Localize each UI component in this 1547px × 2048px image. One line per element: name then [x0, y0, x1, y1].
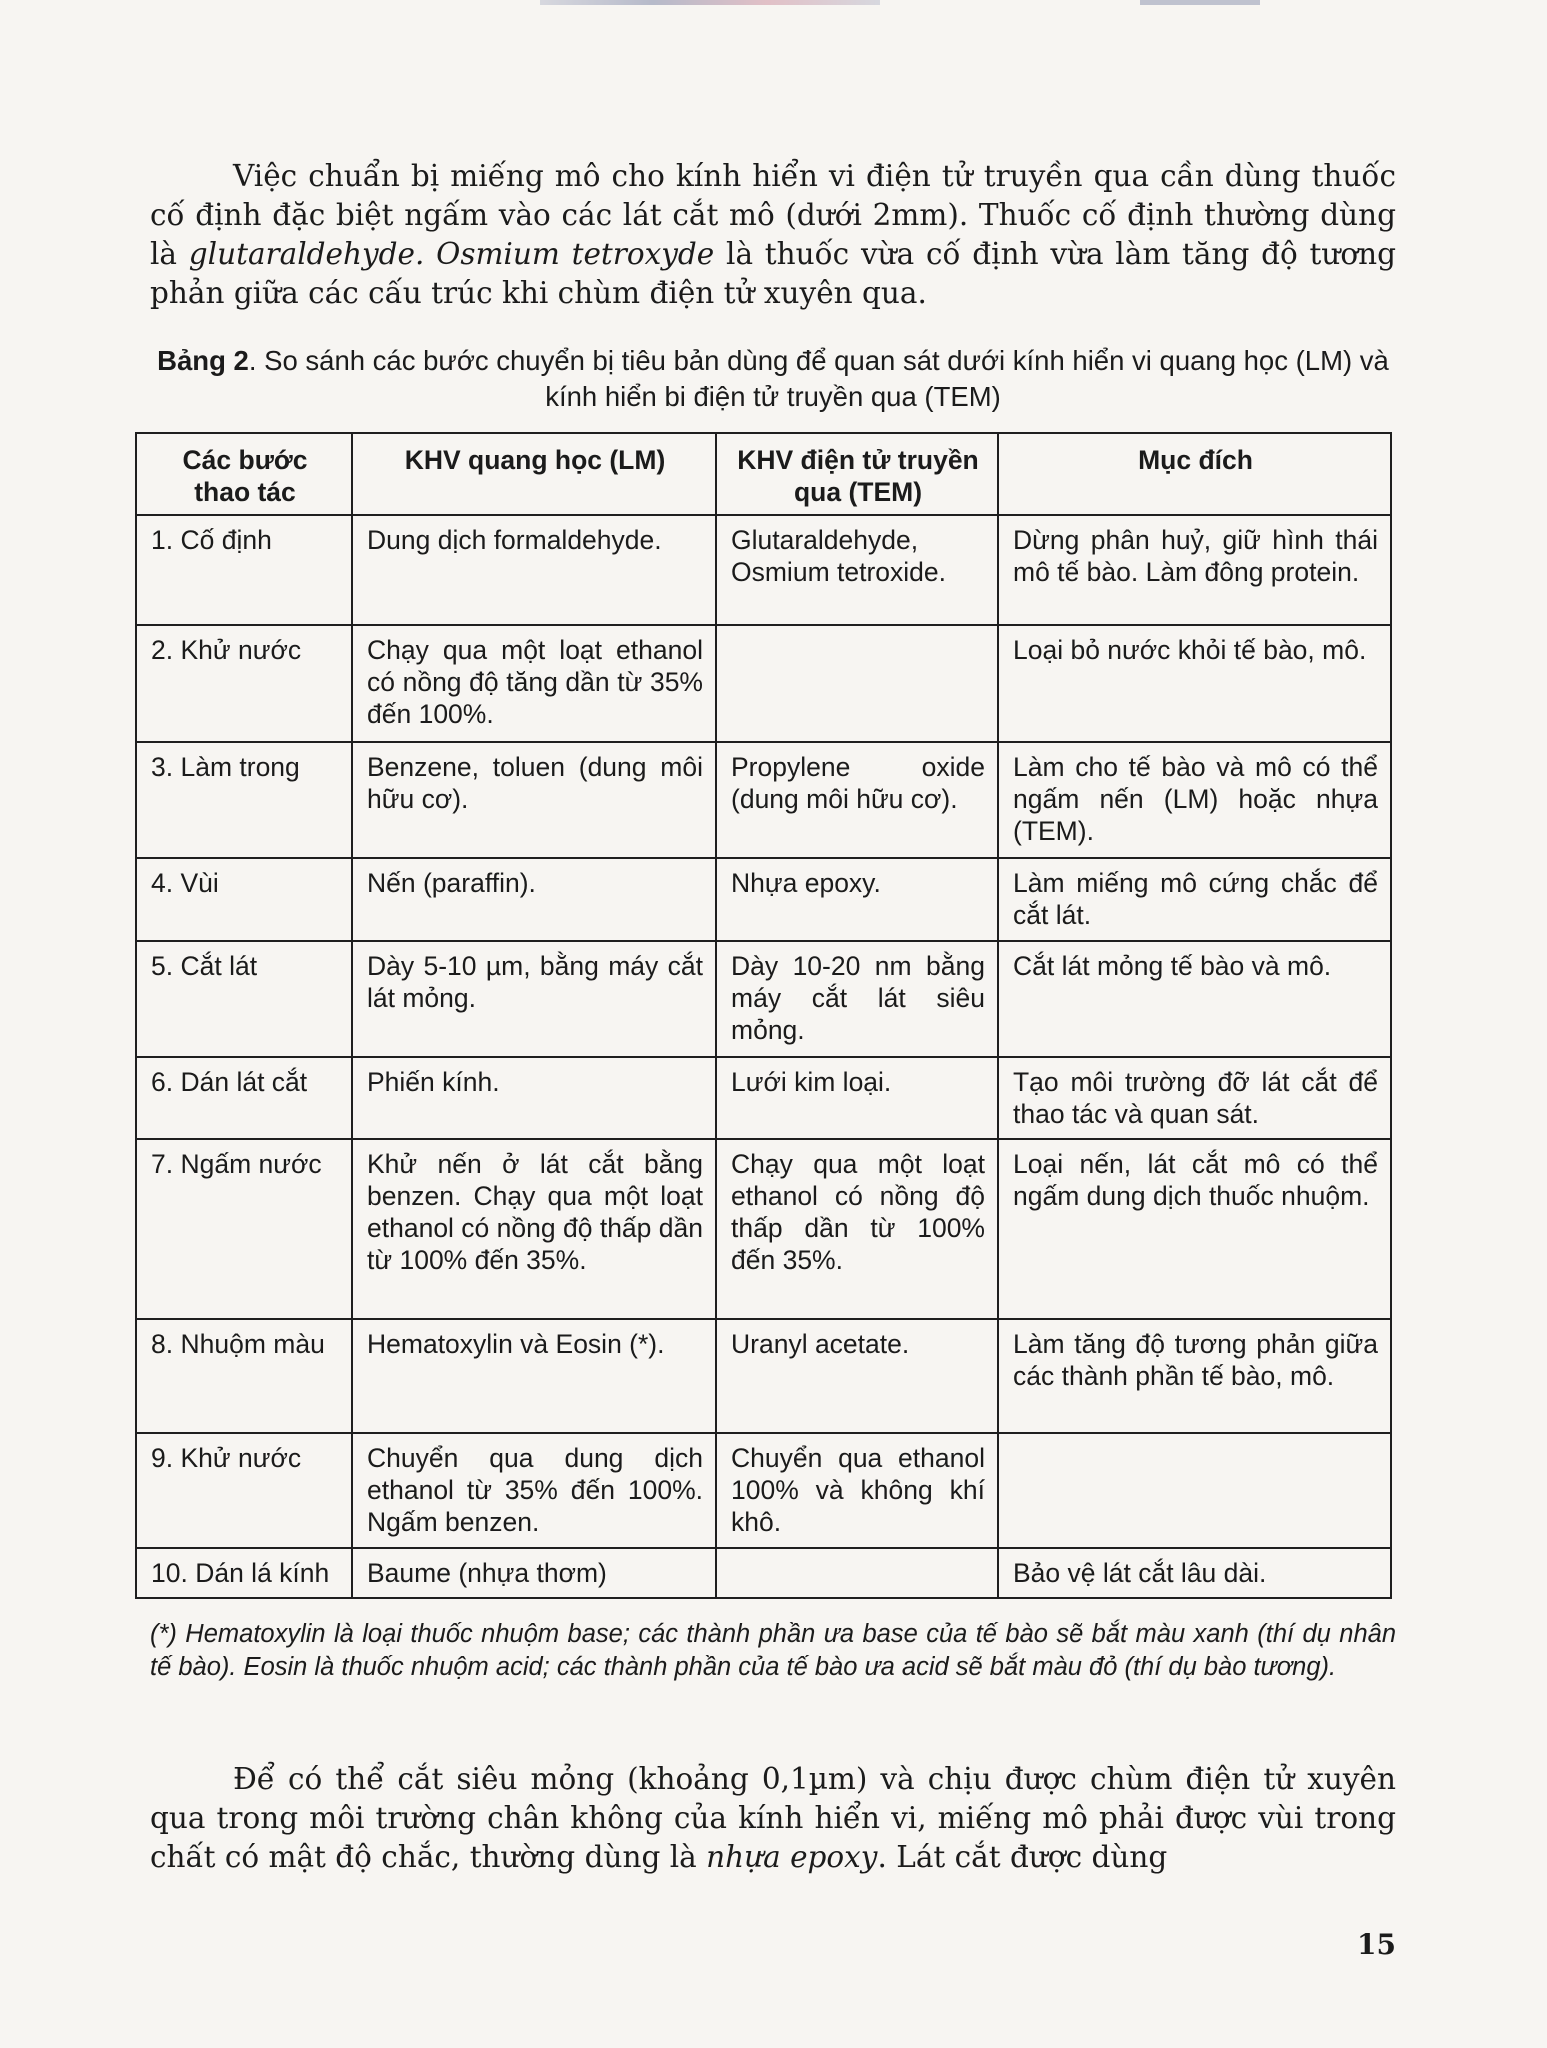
table-row	[136, 1548, 1391, 1598]
table-row	[136, 1057, 1391, 1139]
cell-tem: Lưới kim loại.	[716, 1057, 998, 1139]
cell-step: 6. Dán lát cắt	[136, 1057, 352, 1139]
paragraph-italic-term: nhựa epoxy	[706, 1840, 878, 1874]
paragraph-text: . Lát cắt được dùng	[877, 1840, 1168, 1874]
table-row	[136, 742, 1391, 858]
cell-lm: Hematoxylin và Eosin (*).	[352, 1319, 716, 1433]
header-steps: Các bước thao tác	[136, 433, 352, 515]
cell-purpose: Làm miếng mô cứng chắc để cắt lát.	[998, 858, 1391, 941]
table-row	[136, 515, 1391, 625]
cell-tem: Dày 10-20 nm bằng máy cắt lát siêu mỏng.	[716, 941, 998, 1057]
table-row	[136, 858, 1391, 941]
cell-tem: Nhựa epoxy.	[716, 858, 998, 941]
cell-tem: Glutaraldehyde, Osmium tetroxide.	[716, 515, 998, 625]
cell-tem: Propylene oxide (dung môi hữu cơ).	[716, 742, 998, 858]
scan-artifact-top-right	[1140, 0, 1260, 5]
cell-tem	[716, 625, 998, 742]
cell-lm: Baume (nhựa thơm)	[352, 1548, 716, 1598]
paragraph-text: Việc chuẩn bị miếng mô cho kính hiển vi điện tử truyền qua cần dùng thuốc cố định đặc biệt ngấm vào các lát cắt mô (dưới 2mm). Thuốc cố định thường dùng là	[150, 159, 1396, 271]
scan-artifact-top	[540, 0, 880, 5]
cell-tem: Chuyển qua ethanol 100% và không khí khô.	[716, 1433, 998, 1548]
cell-step: 3. Làm trong	[136, 742, 352, 858]
cell-tem: Uranyl acetate.	[716, 1319, 998, 1433]
cell-step: 8. Nhuộm màu	[136, 1319, 352, 1433]
cell-step: 5. Cắt lát	[136, 941, 352, 1057]
table-row	[136, 941, 1391, 1057]
cell-step: 4. Vùi	[136, 858, 352, 941]
cell-step: 9. Khử nước	[136, 1433, 352, 1548]
cell-purpose: Bảo vệ lát cắt lâu dài.	[998, 1548, 1391, 1598]
header-lm: KHV quang học (LM)	[352, 433, 716, 515]
cell-lm: Chạy qua một loạt ethanol có nồng độ tăng dần từ 35% đến 100%.	[352, 625, 716, 742]
cell-purpose: Loại nến, lát cắt mô có thể ngấm dung dịch thuốc nhuộm.	[998, 1139, 1391, 1319]
cell-purpose: Làm tăng độ tương phản giữa các thành phần tế bào, mô.	[998, 1319, 1391, 1433]
table-row	[136, 1139, 1391, 1319]
table-footnote: (*) Hematoxylin là loại thuốc nhuộm base; các thành phần ưa base của tế bào sẽ bắt màu xanh (thí dụ nhân tế bào). Eosin là thuốc nhuộm acid; các thành phần của tế bào ưa acid sẽ bắt màu đỏ (thí dụ bào tương).	[150, 1620, 1396, 1681]
header-tem: KHV điện tử truyền qua (TEM)	[716, 433, 998, 515]
cell-purpose: Làm cho tế bào và mô có thể ngấm nến (LM) hoặc nhựa (TEM).	[998, 742, 1391, 858]
cell-lm: Khử nến ở lát cắt bằng benzen. Chạy qua một loạt ethanol có nồng độ thấp dần từ 100% đến 35%.	[352, 1139, 716, 1319]
cell-purpose: Tạo môi trường đỡ lát cắt để thao tác và quan sát.	[998, 1057, 1391, 1139]
cell-lm: Phiến kính.	[352, 1057, 716, 1139]
table-row	[136, 1433, 1391, 1548]
cell-lm: Dung dịch formaldehyde.	[352, 515, 716, 625]
cell-purpose: Dừng phân huỷ, giữ hình thái mô tế bào. Làm đông protein.	[998, 515, 1391, 625]
paragraph-intro	[150, 157, 1396, 313]
paragraph-italic-term: glutaraldehyde. Osmium tetroxyde	[188, 237, 715, 271]
cell-lm: Dày 5-10 µm, bằng máy cắt lát mỏng.	[352, 941, 716, 1057]
cell-purpose	[998, 1433, 1391, 1548]
paragraph-continued	[150, 1760, 1396, 1877]
cell-purpose: Loại bỏ nước khỏi tế bào, mô.	[998, 625, 1391, 742]
header-purpose: Mục đích	[998, 433, 1391, 515]
cell-lm: Nến (paraffin).	[352, 858, 716, 941]
cell-step: 2. Khử nước	[136, 625, 352, 742]
comparison-table	[135, 432, 1392, 1599]
table-header-row	[136, 433, 1391, 515]
cell-tem	[716, 1548, 998, 1598]
table-row	[136, 1319, 1391, 1433]
table-caption-text: . So sánh các bước chuyển bị tiêu bản dùng để quan sát dưới kính hiển vi quang học (LM) và kính hiển bi điện tử truyền qua (TEM)	[248, 345, 1389, 412]
cell-step: 7. Ngấm nước	[136, 1139, 352, 1319]
cell-purpose: Cắt lát mỏng tế bào và mô.	[998, 941, 1391, 1057]
cell-step: 1. Cố định	[136, 515, 352, 625]
table-caption-label: Bảng 2	[157, 345, 249, 376]
table-caption	[150, 343, 1396, 415]
cell-lm: Chuyển qua dung dịch ethanol từ 35% đến 100%. Ngấm benzen.	[352, 1433, 716, 1548]
cell-step: 10. Dán lá kính	[136, 1548, 352, 1598]
paragraph-text: là thuốc vừa cố định vừa làm tăng độ tương phản giữa các cấu trúc khi chùm điện tử xuyên qua.	[150, 237, 1397, 310]
paragraph-text: Để có thể cắt siêu mỏng (khoảng 0,1µm) và chịu được chùm điện tử xuyên qua trong môi trường chân không của kính hiển vi, miếng mô phải được vùi trong chất có mật độ chắc, thường dùng là	[150, 1762, 1396, 1874]
table-row	[136, 625, 1391, 742]
cell-lm: Benzene, toluen (dung môi hữu cơ).	[352, 742, 716, 858]
cell-tem: Chạy qua một loạt ethanol có nồng độ thấp dần từ 100% đến 35%.	[716, 1139, 998, 1319]
page-number: 15	[1357, 1928, 1396, 1961]
